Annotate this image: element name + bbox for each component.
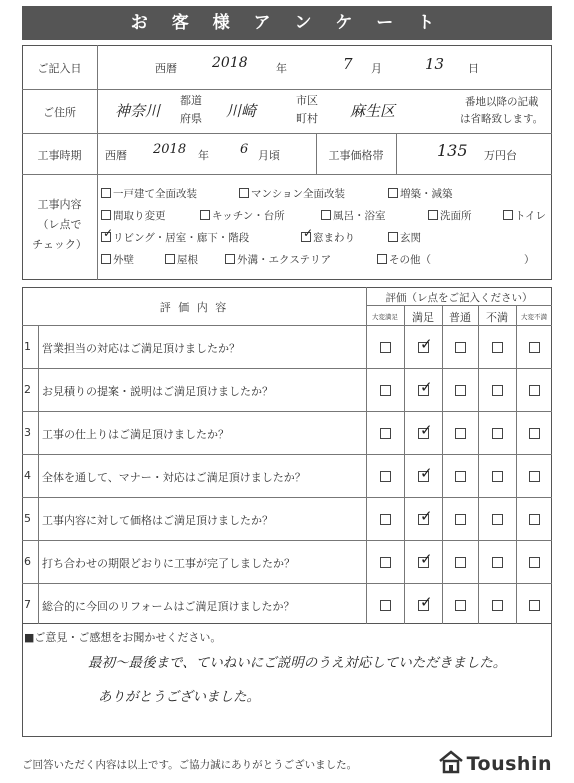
option-mansion[interactable]: マンション全面改装 <box>239 186 345 201</box>
question-number: 7 <box>24 598 31 611</box>
rating-checkbox[interactable] <box>380 514 391 525</box>
rating-checkbox[interactable] <box>455 428 466 439</box>
address-pref-unit-bottom: 府県 <box>180 112 202 125</box>
work-period-era-label: 西暦 <box>105 149 127 162</box>
price-range-unit: 万円台 <box>484 149 517 162</box>
fill-date-year: 2018 <box>212 55 248 71</box>
rating-checkbox[interactable] <box>529 557 540 568</box>
question-number: 4 <box>24 469 31 482</box>
option-entrance[interactable]: 玄関 <box>388 230 421 245</box>
checkbox-icon <box>321 210 331 220</box>
option-exterior-wall[interactable]: 外壁 <box>101 252 134 267</box>
rating-checkbox[interactable] <box>455 471 466 482</box>
comments-line1: 最初〜最後まで、ていねいにご説明のうえ対応していただきました。 <box>88 655 507 671</box>
work-period-month-unit: 月頃 <box>258 149 280 162</box>
rating-checkbox[interactable] <box>529 342 540 353</box>
question-number: 5 <box>24 512 31 525</box>
checkbox-checked-icon <box>301 232 311 242</box>
question-number: 2 <box>24 383 31 396</box>
rating-checkbox[interactable] <box>380 385 391 396</box>
option-layout-change[interactable]: 間取り変更 <box>101 208 166 223</box>
option-bath[interactable]: 風呂・浴室 <box>321 208 386 223</box>
rating-checkbox[interactable] <box>418 600 429 611</box>
address-label: ご住所 <box>43 106 76 119</box>
question-text: 工事の仕上りはご満足頂けましたか？ <box>42 428 229 441</box>
fill-date-era-label: 西暦 <box>155 62 177 75</box>
rating-checkbox[interactable] <box>492 342 503 353</box>
address-city-unit-bottom: 町村 <box>296 112 318 125</box>
fill-date-day: 13 <box>425 55 445 73</box>
evaluation-table <box>22 287 552 624</box>
fill-date-month: 7 <box>343 55 353 73</box>
work-period-month: 6 <box>240 142 249 157</box>
rating-checkbox[interactable] <box>529 385 540 396</box>
comments-label: ■ご意見・ご感想をお聞かせください。 <box>24 631 222 644</box>
question-text: 総合的に今回のリフォームはご満足頂けましたか？ <box>42 600 295 613</box>
checkbox-icon <box>388 188 398 198</box>
rating-checkbox[interactable] <box>455 600 466 611</box>
rating-checkbox[interactable] <box>455 514 466 525</box>
question-text: 工事内容に対して価格はご満足頂けましたか？ <box>42 514 273 527</box>
fill-date-year-unit: 年 <box>276 62 287 75</box>
rating-checkbox[interactable] <box>492 557 503 568</box>
option-washroom[interactable]: 洗面所 <box>428 208 472 223</box>
price-range-value: 135 <box>437 141 468 160</box>
option-whole-house[interactable]: 一戸建て全面改装 <box>101 186 197 201</box>
question-text: 全体を通して、マナー・対応はご満足頂けましたか？ <box>42 471 306 484</box>
rating-checkbox[interactable] <box>455 557 466 568</box>
checkbox-icon <box>200 210 210 220</box>
address-note-line1: 番地以降の記載 <box>465 96 539 108</box>
rating-checkbox[interactable] <box>529 428 540 439</box>
work-content-label-line2: （レ点で <box>37 218 82 231</box>
address-city-unit-top: 市区 <box>296 94 318 107</box>
work-period-label: 工事時期 <box>37 149 82 162</box>
address-note-line2: は省略致します。 <box>460 113 544 125</box>
rating-checkbox[interactable] <box>418 342 429 353</box>
checkbox-icon <box>165 254 175 264</box>
checkbox-icon <box>428 210 438 220</box>
checkbox-icon <box>388 232 398 242</box>
rating-checkbox[interactable] <box>455 385 466 396</box>
checkbox-icon <box>101 188 111 198</box>
fill-date-month-unit: 月 <box>371 62 382 75</box>
house-logo-icon <box>437 750 465 774</box>
question-text: お見積りの提案・説明はご満足頂けましたか？ <box>42 385 273 398</box>
rating-checkbox[interactable] <box>492 514 503 525</box>
col-dissatisfied: 不満 <box>486 311 508 324</box>
col-satisfied: 満足 <box>412 311 434 324</box>
rating-checkbox[interactable] <box>492 471 503 482</box>
address-pref-unit-top: 都道 <box>180 94 202 107</box>
footer-text: ご回答いただく内容は以上です。ご協力誠にありがとうございました。 <box>22 759 358 771</box>
option-exterior[interactable]: 外溝・エクステリア <box>225 252 331 267</box>
checkbox-icon <box>239 188 249 198</box>
address-prefecture: 神奈川 <box>115 102 161 120</box>
col-very-satisfied: 大変満足 <box>372 313 398 321</box>
option-roof[interactable]: 屋根 <box>165 252 198 267</box>
work-period-year-unit: 年 <box>198 149 209 162</box>
rating-checkbox[interactable] <box>529 471 540 482</box>
question-number: 1 <box>24 340 31 353</box>
work-content-label-line1: 工事内容 <box>37 198 82 211</box>
col-neutral: 普通 <box>449 311 471 324</box>
option-window[interactable]: ✓ 窓まわり <box>301 230 355 245</box>
rating-checkbox[interactable] <box>529 514 540 525</box>
option-other[interactable]: その他（ <box>377 252 431 267</box>
rating-checkbox[interactable] <box>418 514 429 525</box>
rating-checkbox[interactable] <box>380 342 391 353</box>
fill-date-label: ご記入日 <box>37 62 82 75</box>
fill-date-day-unit: 日 <box>468 62 479 75</box>
col-very-dissatisfied: 大変不満 <box>521 313 547 321</box>
option-living[interactable]: ✓リビング・居室・廊下・階段 <box>101 230 249 245</box>
question-text: 営業担当の対応はご満足頂けましたか？ <box>42 342 240 355</box>
rating-checkbox[interactable] <box>455 342 466 353</box>
form-title: お 客 様 ア ン ケ ー ト <box>22 6 552 40</box>
work-content-label-line3: チェック） <box>32 238 87 251</box>
option-extension[interactable]: 増築・減築 <box>388 186 453 201</box>
work-period-year: 2018 <box>153 142 187 157</box>
checkbox-icon <box>101 254 111 264</box>
company-logo: Toushin <box>437 750 552 775</box>
checkbox-checked-icon <box>101 232 111 242</box>
rating-checkbox[interactable] <box>529 600 540 611</box>
rating-checkbox[interactable] <box>418 557 429 568</box>
rating-checkbox[interactable] <box>418 428 429 439</box>
address-ward: 麻生区 <box>350 102 396 120</box>
eval-content-header: 評 価 内 容 <box>159 301 229 314</box>
checkbox-icon <box>101 210 111 220</box>
rating-checkbox[interactable] <box>380 471 391 482</box>
option-kitchen[interactable]: キッチン・台所 <box>200 208 285 223</box>
checkbox-icon <box>503 210 513 220</box>
checkbox-icon <box>225 254 235 264</box>
question-number: 6 <box>24 555 31 568</box>
price-range-label: 工事価格帯 <box>328 149 384 162</box>
rating-checkbox[interactable] <box>492 600 503 611</box>
question-text: 打ち合わせの期限どおりに工事が完了しましたか？ <box>42 557 295 570</box>
checkbox-icon <box>377 254 387 264</box>
option-other-close-paren: ） <box>524 254 535 266</box>
address-city: 川崎 <box>226 102 257 120</box>
rating-checkbox[interactable] <box>380 428 391 439</box>
rating-checkbox[interactable] <box>492 385 503 396</box>
rating-checkbox[interactable] <box>380 557 391 568</box>
rating-checkbox[interactable] <box>492 428 503 439</box>
question-number: 3 <box>24 426 31 439</box>
eval-rating-header: 評価（レ点をご記入ください） <box>385 292 533 304</box>
rating-checkbox[interactable] <box>418 385 429 396</box>
option-toilet[interactable]: トイレ <box>503 208 546 223</box>
rating-checkbox[interactable] <box>418 471 429 482</box>
comments-line2: ありがとうございました。 <box>98 689 260 705</box>
rating-checkbox[interactable] <box>380 600 391 611</box>
